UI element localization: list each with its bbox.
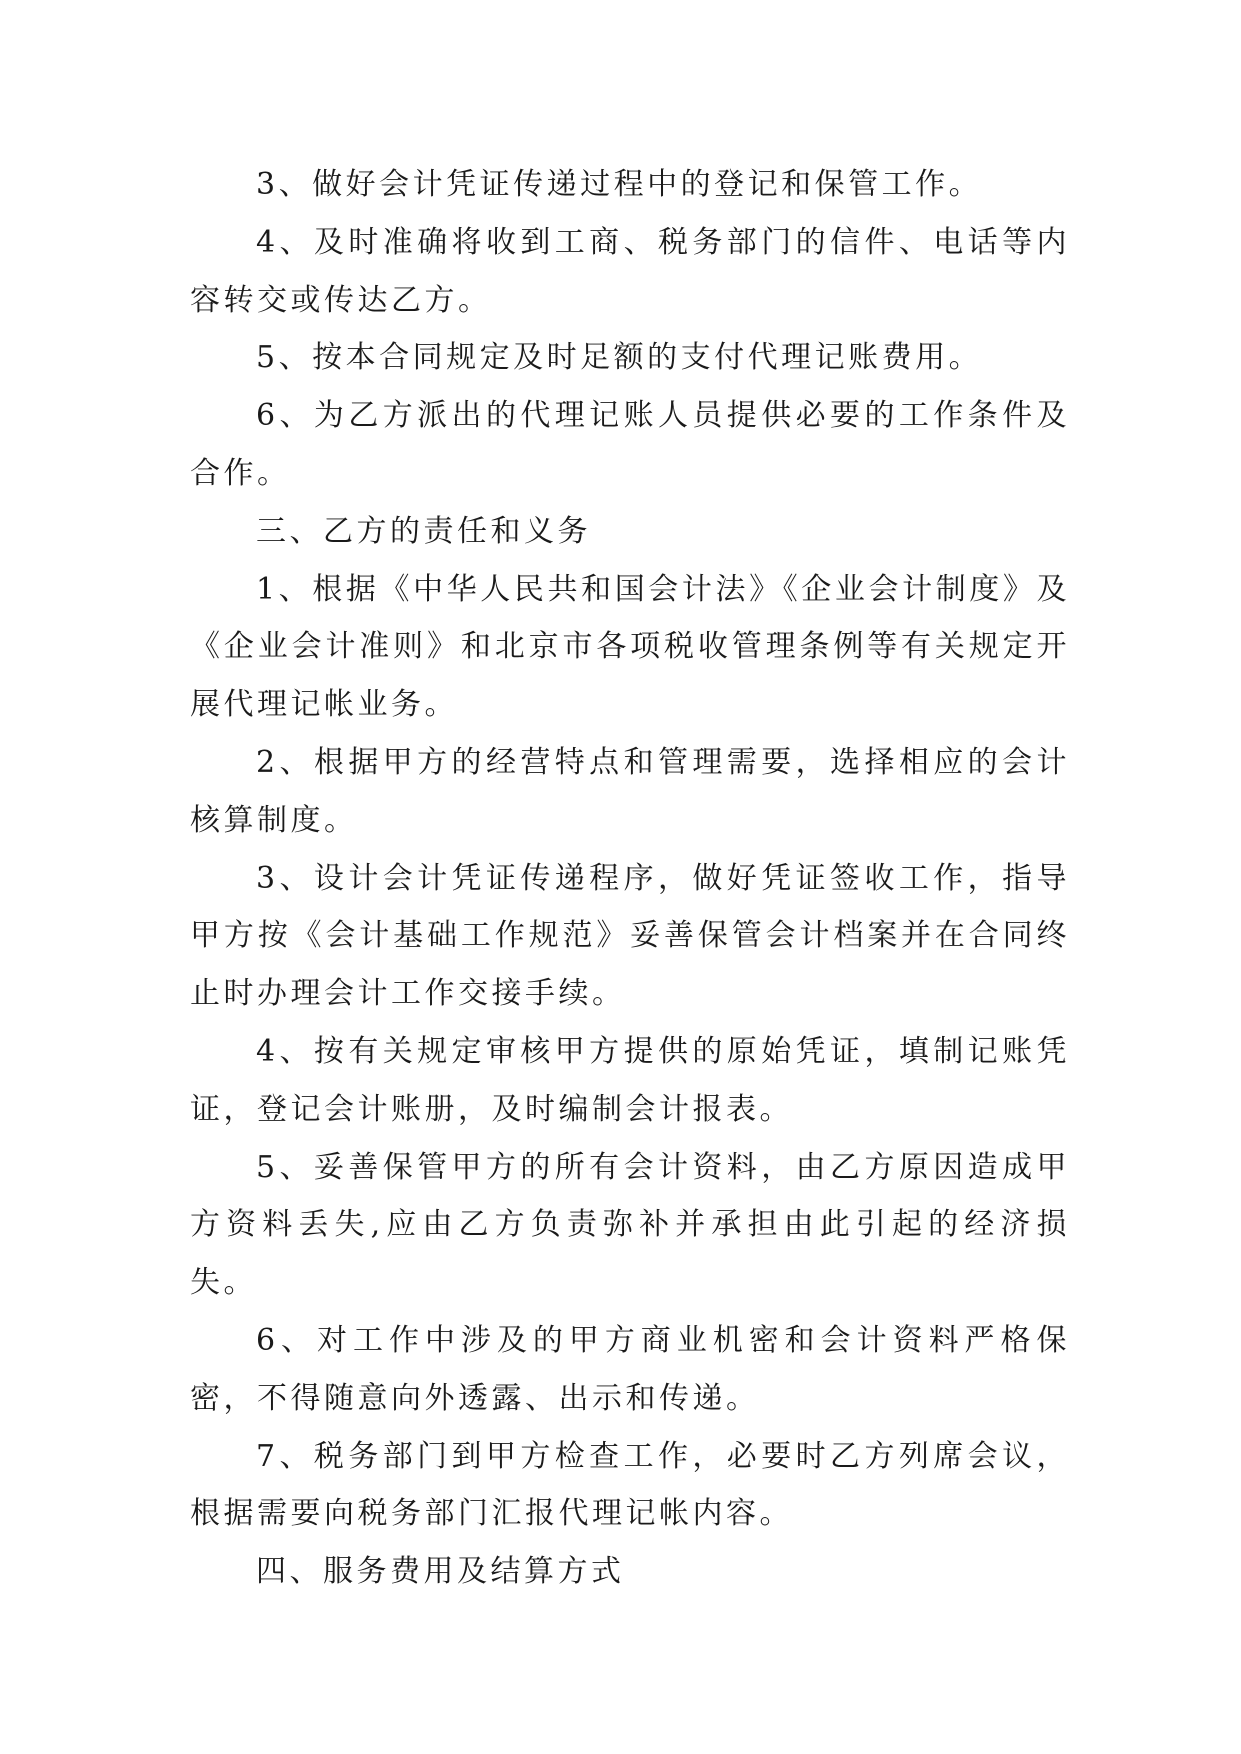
- paragraph-item-4-review-vouchers: 4、按有关规定审核甲方提供的原始凭证，填制记账凭证，登记会计账册，及时编制会计报表。: [190, 1033, 1070, 1127]
- paragraph-item-6-confidentiality: 6、对工作中涉及的甲方商业机密和会计资料严格保密，不得随意向外透露、出示和传递。: [190, 1322, 1070, 1416]
- section-heading-fees-settlement: 四、服务费用及结算方式: [256, 1554, 625, 1590]
- section-heading-party-b-duties: 三、乙方的责任和义务: [256, 513, 591, 549]
- paragraph-item-1-legal-basis: 1、根据《中华人民共和国会计法》《企业会计制度》及《企业会计准则》和北京市各项税收管理条例等有关规定开展代理记帐业务。: [190, 571, 1070, 723]
- document-body: [190, 156, 1070, 1601]
- paragraph-item-3-voucher-register: 3、做好会计凭证传递过程中的登记和保管工作。: [256, 167, 983, 202]
- paragraph-item-3-voucher-procedure: 3、设计会计凭证传递程序，做好凭证签收工作，指导甲方按《会计基础工作规范》妥善保管会计档案并在合同终止时办理会计工作交接手续。: [190, 860, 1070, 1012]
- paragraph-item-6-work-conditions: 6、为乙方派出的代理记账人员提供必要的工作条件及合作。: [190, 398, 1070, 491]
- paragraph-item-5-pay-fees: 5、按本合同规定及时足额的支付代理记账费用。: [256, 340, 983, 376]
- paragraph-item-7-tax-inspection: 7、税务部门到甲方检查工作，必要时乙方列席会议，根据需要向税务部门汇报代理记帐内容。: [190, 1438, 1070, 1532]
- paragraph-item-2-accounting-system: 2、根据甲方的经营特点和管理需要，选择相应的会计核算制度。: [190, 744, 1070, 838]
- paragraph-item-4-forward-letters: 4、及时准确将收到工商、税务部门的信件、电话等内容转交或传达乙方。: [190, 224, 1070, 318]
- paragraph-item-5-safekeeping: 5、妥善保管甲方的所有会计资料，由乙方原因造成甲方资料丢失,应由乙方负责弥补并承担由此引起的经济损失。: [190, 1149, 1070, 1301]
